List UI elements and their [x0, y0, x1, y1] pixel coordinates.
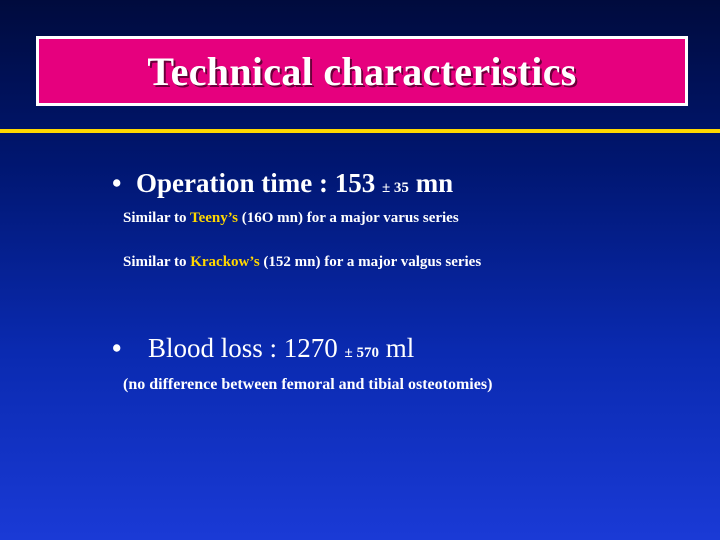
comparison-prefix: Similar to	[123, 210, 190, 226]
krackow-comparison	[123, 254, 481, 271]
title-box	[36, 36, 688, 106]
slide-title: Technical characteristics	[147, 48, 577, 94]
teeny-name: Teeny’s	[189, 210, 239, 226]
teeny-comparison	[123, 210, 459, 227]
krackow-name: Krackow’s	[190, 254, 260, 270]
operation-time-unit: mn	[415, 168, 454, 198]
comparison-suffix: (152 mn) for a major valgus series	[259, 254, 482, 270]
bullet-blood-loss	[112, 333, 414, 364]
divider-rule	[0, 129, 720, 133]
bullet-marker: •	[112, 168, 122, 198]
operation-time-label: Operation time : 153	[136, 168, 376, 198]
operation-time-deviation: ± 35	[381, 180, 409, 196]
blood-loss-deviation: ± 570	[344, 345, 380, 361]
blood-loss-note: (no difference between femoral and tibial osteotomies)	[123, 376, 493, 393]
blood-loss-unit: ml	[385, 333, 415, 363]
blood-loss-label: Blood loss : 1270	[148, 333, 338, 363]
comparison-prefix: Similar to	[123, 254, 191, 270]
comparison-suffix: (16O mn) for a major varus series	[238, 210, 459, 226]
bullet-marker: •	[112, 333, 122, 363]
bullet-operation-time	[112, 168, 453, 199]
